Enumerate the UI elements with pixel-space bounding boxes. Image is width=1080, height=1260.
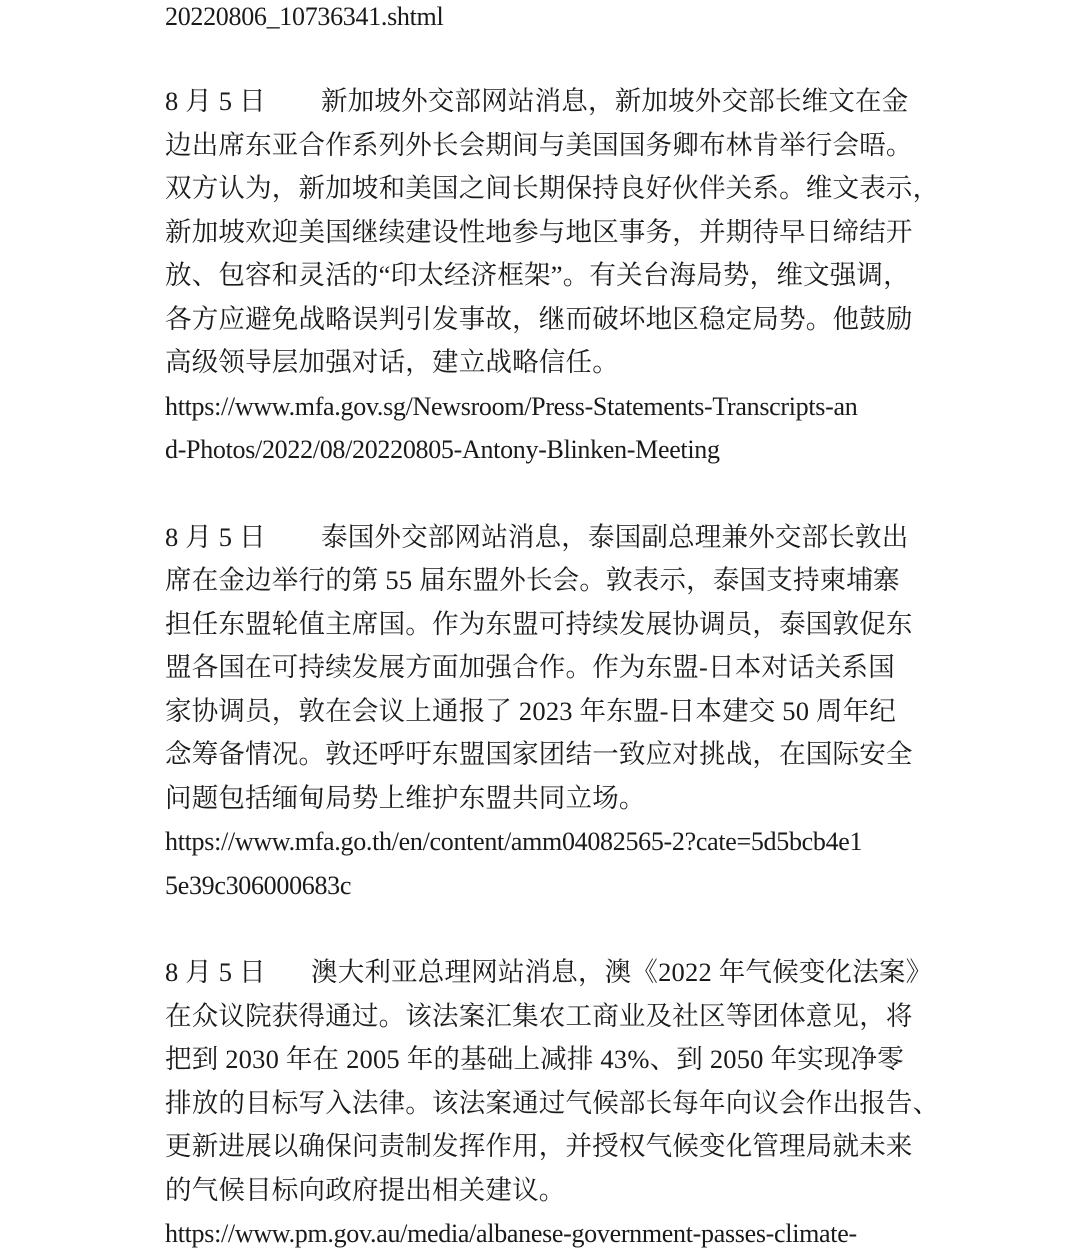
document-page [165,0,940,1256]
source-url: https://www.pm.gov.au/media/albanese-government-passes-climate- [165,1219,857,1248]
entry-text-line: 把到 2030 年在 2005 年的基础上减排 43%、到 2050 年实现净零 [165,1044,904,1074]
entry-text-line: 问题包括缅甸局势上维护东盟共同立场。 [165,782,646,813]
entry-text-line: 双方认为，新加坡和美国之间长期保持良好伙伴关系。维文表示， [165,173,940,203]
entry-text-line: 排放的目标写入法律。该法案通过气候部长每年向议会作出报告、 [165,1087,940,1118]
entry-text-line: 的气候目标向政府提出相关建议。 [165,1174,566,1205]
entry-text-line: 盟各国在可持续发展方面加强合作。作为东盟-日本对话关系国 [165,652,895,682]
entry-first-line [165,951,933,995]
entry-text-line: 担任东盟轮值主席国。作为东盟可持续发展协调员，泰国敦促东 [165,608,913,639]
source-url: https://www.mfa.gov.sg/Newsroom/Press-Statements-Transcripts-an [165,391,858,421]
entry-first-line [165,80,925,124]
entry-text-line: 更新进展以确保问责制发挥作用，并授权气候变化管理局就未来 [165,1131,913,1161]
top-url-fragment: 20220806_10736341.shtml [165,2,444,31]
entry-date: 8 月 5 日 [165,957,266,987]
entry-text-line: 念筹备情况。敦还呼吁东盟国家团结一致应对挑战，在国际安全 [165,739,913,769]
entry-first-line [165,516,925,560]
entry-text-line: 澳大利亚总理网站消息，澳《2022 年气候变化法案》 [311,957,933,987]
source-url: 5e39c306000683c [165,870,352,900]
entry-text-line: 高级领导层加强对话，建立战略信任。 [165,347,619,377]
entry-text-line: 新加坡欢迎美国继续建设性地参与地区事务，并期待早日缔结开 [165,216,913,247]
news-entry-singapore [165,80,940,472]
entry-date: 8 月 5 日 [165,86,266,116]
entry-text-line: 各方应避免战略误判引发事故，继而破坏地区稳定局势。他鼓励 [165,303,913,334]
news-entry-australia [165,951,940,1256]
news-entry-thailand [165,516,925,908]
entry-text-line: 席在金边举行的第 55 届东盟外长会。敦表示，泰国支持柬埔寨 [165,565,900,595]
source-url: https://www.mfa.go.th/en/content/amm04082565-2?cate=5d5bcb4e1 [165,827,863,856]
source-url: d-Photos/2022/08/20220805-Antony-Blinken-Meeting [165,435,720,464]
entry-text-line: 泰国外交部网站消息，泰国副总理兼外交部长敦出 [321,521,909,552]
entry-text-line: 放、包容和灵活的“印太经济框架”。有关台海局势，维文强调， [165,260,910,290]
entry-date: 8 月 5 日 [165,521,266,552]
entry-text-line: 新加坡外交部网站消息，新加坡外交部长维文在金 [321,86,909,116]
entry-text-line: 边出席东亚合作系列外长会期间与美国国务卿布林肯举行会晤。 [165,129,913,160]
entry-text-line: 家协调员，敦在会议上通报了 2023 年东盟-日本建交 50 周年纪 [165,695,897,726]
entry-text-line: 在众议院获得通过。该法案汇集农工商业及社区等团体意见，将 [165,1000,913,1031]
